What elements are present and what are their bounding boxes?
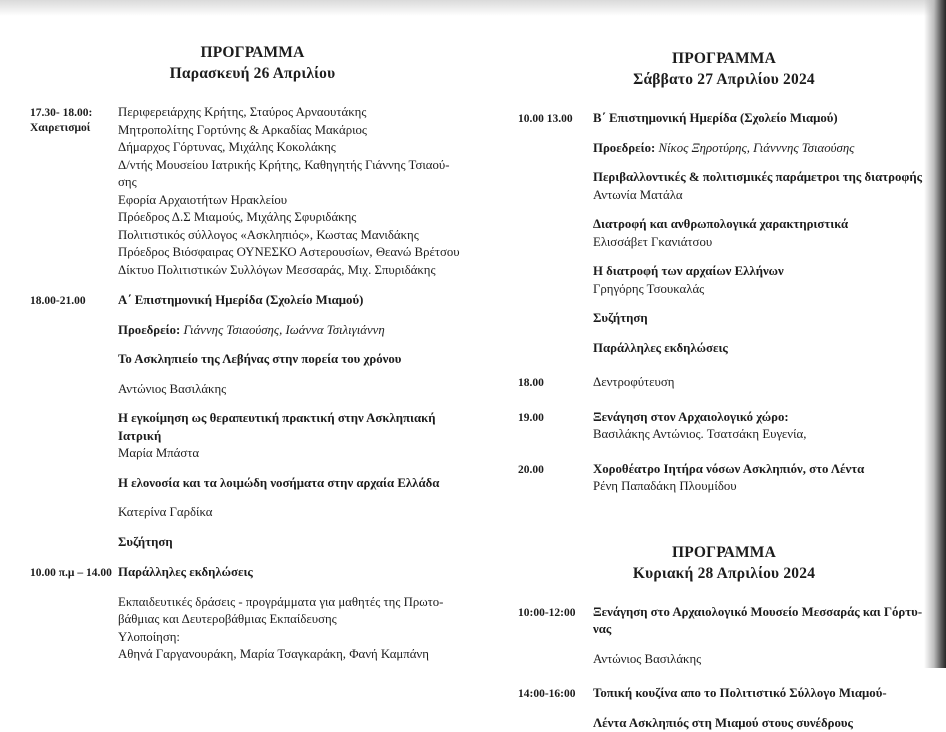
text-line: Δ/ντής Μουσείου Ιατρικής Κρήτης, Καθηγητής Γιάννης Τσιαού- — [118, 157, 475, 175]
chair-names: Γιάννης Τσιαούσης, Ιωάννα Τσιλιγιάννη — [180, 323, 384, 337]
row-content — [593, 110, 930, 357]
session-title-line: Χοροθέατρο Ιητήρα νόσων Ασκληπιόν, στο Λέντα — [593, 461, 930, 479]
session-title-line: Περιβαλλοντικές & πολιτισμικές παράμετροι της διατροφής — [593, 169, 930, 187]
text-line: Εκπαιδευτικές δράσεις - προγράμματα για μαθητές της Πρωτο- — [118, 594, 475, 612]
paragraph — [118, 475, 475, 493]
time-label: Χαιρετισμοί — [30, 121, 118, 136]
text-line: Ελισσάβετ Γκανιάτσου — [593, 234, 930, 252]
text-line: Αντώνιος Βασιλάκης — [118, 381, 475, 399]
paragraph — [593, 169, 930, 204]
schedule-row — [518, 685, 930, 732]
schedule-row — [30, 104, 475, 279]
paragraph — [118, 410, 475, 463]
text-line: Ρένη Παπαδάκη Πλουμίδου — [593, 478, 930, 496]
paragraph — [593, 263, 930, 298]
time-label: 10.00 13.00 — [518, 112, 593, 127]
program-date: Παρασκευή 26 Απριλίου — [30, 63, 475, 84]
time-cell — [518, 685, 593, 732]
time-cell — [518, 374, 593, 392]
day-section — [30, 42, 475, 664]
session-title-line: Παράλληλες εκδηλώσεις — [118, 564, 475, 582]
session-title-line: Το Ασκληπιείο της Λεβήνας στην πορεία του χρόνου — [118, 351, 475, 369]
time-label: 20.00 — [518, 463, 593, 478]
session-title-line: Παράλληλες εκδηλώσεις — [593, 340, 930, 358]
time-cell — [30, 292, 118, 551]
paragraph — [593, 604, 930, 639]
schedule-row — [518, 409, 930, 444]
paragraph — [593, 409, 930, 444]
row-content — [593, 461, 930, 496]
text-line: Γρηγόρης Τσουκαλάς — [593, 281, 930, 299]
paragraph — [593, 310, 930, 328]
program-date: Σάββατο 27 Απριλίου 2024 — [518, 69, 930, 90]
time-label: 10:00-12:00 — [518, 606, 593, 621]
session-title-line: Ξενάγηση στο Αρχαιολογικό Μουσείο Μεσσαράς και Γόρτυ- — [593, 604, 930, 622]
schedule-row — [518, 110, 930, 357]
session-title-line: νας — [593, 621, 930, 639]
row-content — [118, 292, 475, 551]
text-line: Δίκτυο Πολιτιστικών Συλλόγων Μεσσαράς, Μιχ. Σπυριδάκης — [118, 262, 475, 280]
row-content — [593, 409, 930, 444]
day-section — [518, 542, 930, 732]
text-line: Αθηνά Γαργανουράκη, Μαρία Τσαγκαράκη, Φανή Καμπάνη — [118, 646, 475, 664]
paragraph — [118, 104, 475, 279]
schedule-row — [518, 374, 930, 392]
time-cell — [30, 104, 118, 279]
text-line: Δήμαρχος Γόρτυνας, Μιχάλης Κοκολάκης — [118, 139, 475, 157]
text-line: Αντώνιος Βασιλάκης — [593, 651, 930, 669]
session-title-line: Διατροφή και ανθρωπολογικά χαρακτηριστικά — [593, 216, 930, 234]
text-line: βάθμιας και Δευτεροβάθμιας Εκπαίδευσης — [118, 611, 475, 629]
chair-line — [593, 140, 930, 158]
text-line: Μαρία Μπάστα — [118, 445, 475, 463]
session-title-line: Τοπική κουζίνα απο το Πολιτιστικό Σύλλογο Μιαμού- — [593, 685, 930, 703]
paragraph — [118, 534, 475, 552]
text-line: Βασιλάκης Αντώνιος. Τσατσάκη Ευγενία, — [593, 426, 930, 444]
paragraph — [593, 140, 930, 158]
row-content — [593, 604, 930, 669]
row-content — [593, 685, 930, 732]
text-line: Πρόεδρος Βιόσφαιρας ΟΥΝΕΣΚΟ Αστερουσίων, Θεανώ Βρέτσου — [118, 244, 475, 262]
session-title-line: Συζήτηση — [118, 534, 475, 552]
session-title-line: Η εγκοίμηση ως θεραπευτική πρακτική στην Ασκληπιακή — [118, 410, 475, 428]
chair-label: Προεδρείο: — [118, 323, 180, 337]
paragraph — [118, 564, 475, 582]
paragraph — [593, 461, 930, 496]
paragraph — [118, 594, 475, 664]
time-cell — [518, 110, 593, 357]
program-title: ΠΡΟΓΡΑΜΜΑ — [30, 42, 475, 63]
program-title: ΠΡΟΓΡΑΜΜΑ — [518, 542, 930, 563]
chair-line — [118, 322, 475, 340]
program-title: ΠΡΟΓΡΑΜΜΑ — [518, 48, 930, 69]
schedule-row — [518, 461, 930, 496]
chair-label: Προεδρείο: — [593, 141, 655, 155]
time-cell — [518, 409, 593, 444]
day-section — [518, 48, 930, 496]
schedule-row — [30, 564, 475, 664]
text-line: Εφορία Αρχαιοτήτων Ηρακλείου — [118, 192, 475, 210]
section-header — [30, 42, 475, 84]
time-label: 19.00 — [518, 411, 593, 426]
row-content — [118, 564, 475, 664]
time-label: 10.00 π.μ – 14.00 — [30, 566, 118, 581]
time-cell — [518, 461, 593, 496]
text-line: Δεντροφύτευση — [593, 374, 930, 392]
program-column-right — [518, 48, 930, 732]
text-line: Κατερίνα Γαρδίκα — [118, 504, 475, 522]
session-title-line: Ιατρική — [118, 428, 475, 446]
schedule-row — [30, 292, 475, 551]
text-line: σης — [118, 174, 475, 192]
schedule-row — [518, 604, 930, 669]
session-title-line: Η διατροφή των αρχαίων Ελλήνων — [593, 263, 930, 281]
paragraph — [118, 351, 475, 369]
session-title-line: Η ελονοσία και τα λοιμώδη νοσήματα στην αρχαία Ελλάδα — [118, 475, 475, 493]
session-title-line: Ξενάγηση στον Αρχαιολογικό χώρο: — [593, 409, 930, 427]
text-line: Μητροπολίτης Γορτύνης & Αρκαδίας Μακάριος — [118, 122, 475, 140]
text-line: Περιφερειάρχης Κρήτης, Σταύρος Αρναουτάκης — [118, 104, 475, 122]
top-scan-shadow — [0, 0, 946, 16]
program-column-left — [30, 42, 475, 664]
text-line: Πρόεδρος Δ.Σ Μιαμούς, Μιχάλης Σφυριδάκης — [118, 209, 475, 227]
session-title-line: Συζήτηση — [593, 310, 930, 328]
text-line: Πολιτιστικός σύλλογος «Ασκληπιός», Κωστας Μανιδάκης — [118, 227, 475, 245]
time-cell — [30, 564, 118, 664]
paragraph — [593, 715, 930, 732]
time-label: 14:00-16:00 — [518, 687, 593, 702]
paragraph — [593, 651, 930, 669]
paragraph — [118, 292, 475, 310]
session-title-line: Λέντα Ασκληπιός στη Μιαμού στους συνέδρους — [593, 715, 930, 732]
paragraph — [593, 216, 930, 251]
time-cell — [518, 604, 593, 669]
paragraph — [593, 340, 930, 358]
section-header — [518, 542, 930, 584]
session-title-line: Β΄ Επιστημονική Ημερίδα (Σχολείο Μιαμού) — [593, 110, 930, 128]
section-header — [518, 48, 930, 90]
time-label: 17.30- 18.00: — [30, 106, 118, 121]
paragraph — [118, 381, 475, 399]
paragraph — [118, 322, 475, 340]
session-title-line: Α΄ Επιστημονική Ημερίδα (Σχολείο Μιαμού) — [118, 292, 475, 310]
time-label: 18.00-21.00 — [30, 294, 118, 309]
time-label: 18.00 — [518, 376, 593, 391]
paragraph — [593, 685, 930, 703]
chair-names: Νίκος Ξηροτύρης, Γιάνννης Τσιαούσης — [655, 141, 854, 155]
text-line: Υλοποίηση: — [118, 629, 475, 647]
program-date: Κυριακή 28 Απριλίου 2024 — [518, 563, 930, 584]
row-content — [593, 374, 930, 392]
paragraph — [593, 374, 930, 392]
row-content — [118, 104, 475, 279]
paragraph — [118, 504, 475, 522]
text-line: Αντωνία Ματάλα — [593, 187, 930, 205]
paragraph — [593, 110, 930, 128]
